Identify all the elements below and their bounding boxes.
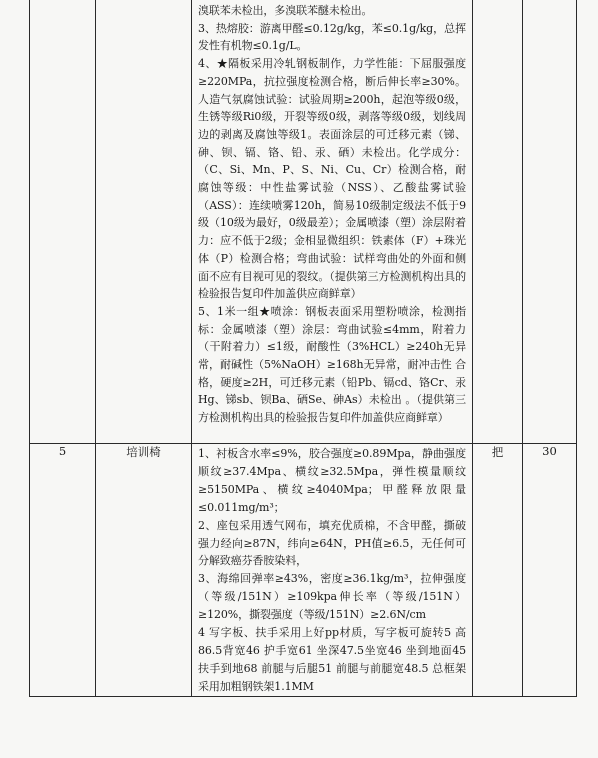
item-description-cell: [192, 0, 473, 444]
description-paragraph: 1、衬板含水率≤9%，胶合强度≥0.89Mpa，静曲强度顺纹≥37.4Mpa、横纹≥32.5Mpa，弹性模量顺纹≥5150MPa、横纹≥4040Mpa；甲醛释放限量≤0.011mg/m³；: [198, 447, 466, 514]
description-paragraph: 2、座包采用透气网布，填充优质棉，不含甲醛，撕破强力经向≥87N，纬向≥64N，PH值≥6.5，无任何可分解致癌芬香胺染料，: [198, 518, 466, 568]
description-paragraph: 3、海绵回弹率≥43%，密度≥36.1kg/m³，拉伸强度（等级/151N）≥109kpa伸长率（等级/151N）≥120%，撕裂强度（等级/151N）≥2.6N/cm: [198, 572, 466, 622]
description-paragraph: 3、热熔胶：游离甲醛≤0.12g/kg，苯≤0.1g/kg，总挥发性有机物≤0.1g/L。: [198, 21, 466, 53]
item-description-cell: [192, 444, 473, 697]
item-name-cell: [96, 0, 192, 444]
item-number-cell: [30, 0, 96, 444]
description-paragraph: 溴联苯未检出，多溴联苯醚未检出。: [198, 4, 373, 17]
description-paragraph: 5、1米一组★喷涂：钢板表面采用塑粉喷涂，检测指标：金属喷漆（塑）涂层：弯曲试验≤4mm，附着力（干附着力）≤1级，耐酸性（3%HCL）≥240h无异常，耐碱性（5%NaOH）≥168h无异常，耐冲击性 合格，硬度≥2H，可迁移元素（铅Pb、镉cd、铬Cr、汞Hg、锑sb、钡Ba、硒Se、砷As）未检出 。（提供第三方检测机构出具的检验报告复印件加盖供应商鲜章）: [198, 304, 466, 425]
table-row: [30, 444, 577, 697]
specification-table: [29, 0, 577, 697]
item-quantity-cell: [523, 0, 577, 444]
item-unit-cell: 把: [473, 444, 523, 697]
description-paragraph: 4、★隔板采用冷轧钢板制作，力学性能：下屈服强度≥220MPa，抗拉强度检测合格，断后伸长率≥30%。人造气氛腐蚀试验：试验周期≥200h，起泡等级0级，生锈等级Ri0级，开裂等级0级，剥落等级0级，划线周边的剥离及腐蚀等级1。表面涂层的可迁移元素（锑、砷、钡、镉、铬、铅、汞、硒）未检出。化学成分：（C、Si、Mn、P、S、Ni、Cu、Cr）检测合格，耐腐蚀等级：中性盐雾试验（NSS）、乙酸盐雾试验（ASS）：连续喷雾120h，简易10级制定级法不低于9级（10级为最好，0级最差）；金属喷漆（塑）涂层附着力：应不低于2级；金相显微组织：铁素体（F）+珠光体（P）检测合格；弯曲试验：试样弯曲处的外面和侧面不应有目视可见的裂纹。（提供第三方检测机构出具的检验报告复印件加盖供应商鲜章）: [198, 57, 466, 301]
item-number-cell: 5: [30, 444, 96, 697]
item-name-cell: 培训椅: [96, 444, 192, 697]
description-paragraph: 4 写字板、扶手采用上好pp材质，写字板可旋转5 高86.5背宽46 护手宽61 坐深47.5坐宽46 坐到地面45 扶手到地68 前腿与后腿51 前腿与前腿宽48.5 总框架采用加粗钢铁架1.1MM: [198, 626, 466, 693]
item-unit-cell: [473, 0, 523, 444]
item-quantity-cell: 30: [523, 444, 577, 697]
table-row: [30, 0, 577, 444]
